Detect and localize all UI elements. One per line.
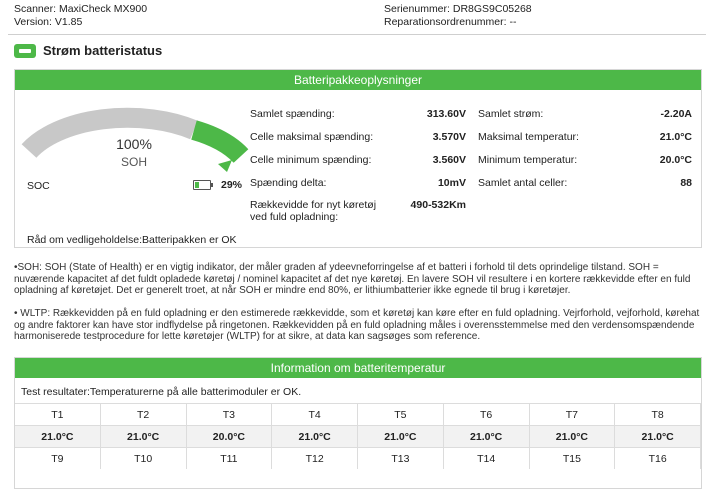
temp-label: T13 (358, 447, 444, 469)
info-value: 20.0°C (659, 154, 692, 166)
info-row (250, 154, 466, 177)
soh-note: •SOH: SOH (State of Health) er en vigtig indikator, der måler graden af ydeevneforringelse af et batteri i forhold til dets oprindelige tilstand. SOH = nuværende kapacitet af det fuldt opladede køretøj / nominel kapacitet af det nye køretøj. En lavere SOH vil resultere i en kortere rækkevidde efter en fuld opladning af køretøjet. Det er generelt troet, at når SOH er mindre end 80%, er lithiumbatterier ikke egnede til brug i køretøjer. (14, 262, 691, 296)
info-key: Samlet spænding: (250, 108, 335, 120)
info-value: 88 (680, 177, 692, 189)
header-divider (8, 34, 706, 35)
info-value: 10mV (437, 177, 466, 189)
temp-label: T10 (101, 447, 187, 469)
temp-value: 21.0°C (358, 425, 444, 447)
temp-label: T5 (358, 403, 444, 425)
info-key: Rækkevidde for nyt køretøj ved fuld opladning: (250, 199, 377, 223)
temp-value: 21.0°C (444, 425, 530, 447)
temp-label: T9 (15, 447, 101, 469)
temp-label: T16 (615, 447, 701, 469)
pack-current-temp-list (478, 108, 692, 199)
temp-label: T3 (187, 403, 273, 425)
temp-label: T11 (187, 447, 273, 469)
info-row (250, 131, 466, 154)
info-value: 3.570V (432, 131, 466, 143)
temp-label: T6 (444, 403, 530, 425)
info-value: 3.560V (432, 154, 466, 166)
info-key: Samlet strøm: (478, 108, 544, 120)
soc-value: 29% (221, 179, 243, 191)
info-row (478, 131, 692, 154)
info-row (250, 199, 466, 223)
info-key: Maksimal temperatur: (478, 131, 579, 143)
repair-order-number: Reparationsordrenummer: -- (384, 16, 517, 28)
battery-pack-bar: Batteripakkeoplysninger (15, 70, 701, 90)
soc-label: SOC (27, 180, 50, 192)
section-title (14, 43, 162, 58)
wltp-note: • WLTP: Rækkevidden på en fuld opladning er den estimerede rækkevidde, som et køretøj kan køre efter en fuld opladning. Vejrforhold, vejforhold, kørehat og andre faktorer kan have stor indflydelse på ringetonen. Rækkevidden på en fuld opladning måles i overensstemmelse med den verdensomspændende harmoniserede testprocedure for lette køretøjer (WLTP) for at sikre, at data kan sagsøges som reference. (14, 308, 700, 342)
soh-gauge-track (29, 118, 194, 151)
info-value: 313.60V (426, 108, 466, 120)
scanner-name: Scanner: MaxiCheck MX900 (14, 3, 148, 15)
info-value: 21.0°C (659, 131, 692, 143)
soh-percent: 100% (116, 136, 152, 152)
info-key: Celle maksimal spænding: (250, 131, 374, 143)
soc-battery-fill (195, 182, 199, 188)
battery-temperature-panel (14, 357, 702, 489)
soc-battery-icon (193, 180, 211, 190)
report-header-right (384, 3, 532, 29)
info-key: Samlet antal celler: (478, 177, 568, 189)
info-key: Minimum temperatur: (478, 154, 578, 166)
battery-icon (14, 44, 36, 58)
info-row (250, 177, 466, 199)
temp-value: 21.0°C (15, 425, 101, 447)
temp-label: T4 (272, 403, 358, 425)
temp-label: T12 (272, 447, 358, 469)
temp-label: T8 (615, 403, 701, 425)
temp-label: T1 (15, 403, 101, 425)
info-row (478, 108, 692, 131)
temp-label: T7 (530, 403, 616, 425)
report-header-left (14, 3, 147, 29)
info-value: 490-532Km (410, 199, 466, 211)
info-key: Celle minimum spænding: (250, 154, 372, 166)
serial-number: Serienummer: DR8GS9C05268 (384, 3, 532, 15)
soh-label: SOH (120, 155, 148, 169)
soh-gauge (19, 94, 249, 204)
soh-gauge-fill (194, 130, 241, 156)
info-row (250, 108, 466, 131)
pack-voltage-list (250, 108, 466, 223)
info-row (478, 154, 692, 177)
info-value: -2.20A (660, 108, 692, 120)
temp-value: 21.0°C (101, 425, 187, 447)
maintenance-advice: Råd om vedligeholdelse:Batteripakken er OK (27, 234, 237, 246)
temp-value: 21.0°C (615, 425, 701, 447)
info-key: Spænding delta: (250, 177, 327, 189)
temperature-grid (15, 403, 701, 469)
temperature-bar: Information om batteritemperatur (15, 358, 701, 378)
temp-value: 20.0°C (187, 425, 273, 447)
test-result: Test resultater:Temperaturerne på alle batterimoduler er OK. (21, 386, 302, 398)
info-row (478, 177, 692, 199)
temp-value: 21.0°C (272, 425, 358, 447)
temp-value: 21.0°C (530, 425, 616, 447)
temp-label: T15 (530, 447, 616, 469)
soh-gauge-pointer (218, 160, 232, 172)
battery-pack-panel (14, 69, 702, 248)
section-title-text: Strøm batteristatus (43, 43, 163, 58)
scanner-version: Version: V1.85 (14, 16, 83, 28)
temp-label: T14 (444, 447, 530, 469)
temp-label: T2 (101, 403, 187, 425)
